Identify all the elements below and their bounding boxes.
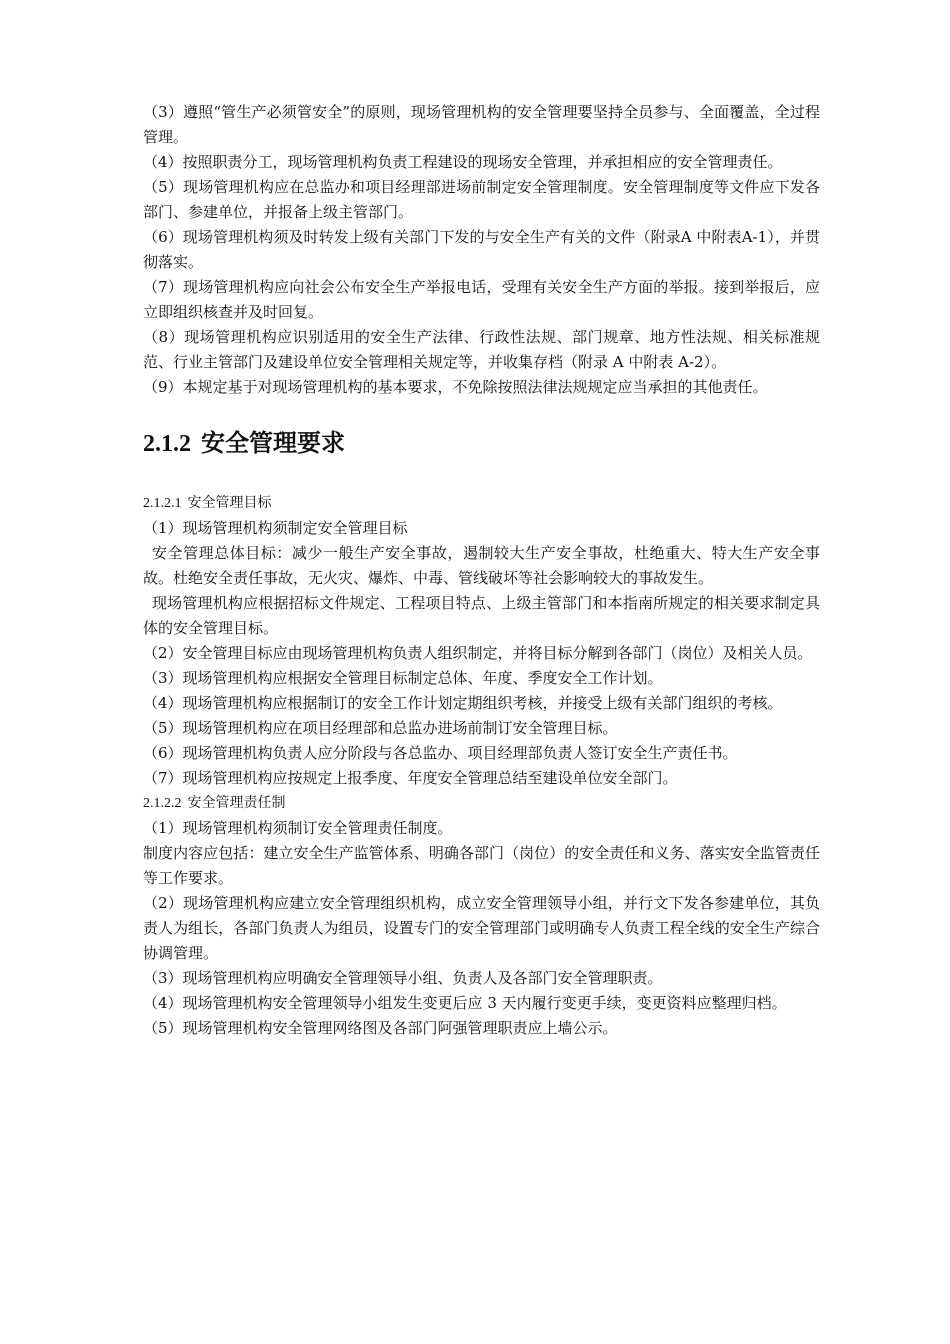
subsection-responsibility	[143, 791, 820, 1041]
list-item: 制度内容应包括：建立安全生产监管体系、明确各部门（岗位）的安全责任和义务、落实安全监管责任等工作要求。	[143, 844, 820, 887]
list-item: 安全管理总体目标：减少一般生产安全事故，遏制较大生产安全事故，杜绝重大、特大生产安全事故。杜绝安全责任事故，无火灾、爆炸、中毒、管线破坏等社会影响较大的事故发生。	[143, 544, 820, 587]
subsection-heading	[143, 791, 820, 816]
subsection-title: 安全管理目标	[187, 495, 272, 511]
list-item: （8）现场管理机构应识别适用的安全生产法律、行政性法规、部门规章、地方性法规、相关标准规范、行业主管部门及建设单位安全管理相关规定等，并收集存档（附录 A 中附表 A-2）。	[143, 328, 820, 371]
list-item: （2）安全管理目标应由现场管理机构负责人组织制定，并将目标分解到各部门（岗位）及相关人员。	[143, 644, 813, 662]
subsection-safety-goals	[143, 491, 820, 791]
list-item: （4）现场管理机构安全管理领导小组发生变更后应 3 天内履行变更手续，变更资料应整理归档。	[143, 994, 787, 1012]
list-item: （5）现场管理机构应在总监办和项目经理部进场前制定安全管理制度。安全管理制度等文件应下发各部门、参建单位，并报备上级主管部门。	[143, 178, 820, 221]
subsection-number: 2.1.2.2	[143, 796, 182, 811]
list-item: （6）现场管理机构负责人应分阶段与各总监办、项目经理部负责人签订安全生产责任书。	[143, 744, 738, 762]
section-title: 安全管理要求	[201, 428, 345, 457]
subsection-heading	[143, 491, 820, 516]
list-item: （4）按照职责分工，现场管理机构负责工程建设的现场安全管理，并承担相应的安全管理责任。	[143, 153, 783, 171]
list-item: （5）现场管理机构安全管理网络图及各部门阿强管理职责应上墙公示。	[143, 1019, 618, 1037]
top-items	[143, 100, 820, 400]
section-number: 2.1.2	[143, 431, 191, 457]
list-item: （9）本规定基于对现场管理机构的基本要求，不免除按照法律法规规定应当承担的其他责任。	[143, 378, 768, 396]
list-item: （2）现场管理机构应建立安全管理组织机构，成立安全管理领导小组，并行文下发各参建单位，其负责人为组长，各部门负责人为组员，设置专门的安全管理部门或明确专人负责工程全线的安全生产综合协调管理。	[143, 894, 820, 962]
list-item: （7）现场管理机构应向社会公布安全生产举报电话，受理有关安全生产方面的举报。接到举报后，应立即组织核查并及时回复。	[143, 278, 820, 321]
section-heading	[143, 426, 820, 461]
subsection-title: 安全管理责任制	[187, 795, 286, 811]
list-item: （3）现场管理机构应根据安全管理目标制定总体、年度、季度安全工作计划。	[143, 669, 663, 687]
list-item: （4）现场管理机构应根据制订的安全工作计划定期组织考核，并接受上级有关部门组织的考核。	[143, 694, 783, 712]
subsection-number: 2.1.2.1	[143, 496, 182, 511]
list-item: 现场管理机构应根据招标文件规定、工程项目特点、上级主管部门和本指南所规定的相关要求制定具体的安全管理目标。	[143, 594, 820, 637]
list-item: （1）现场管理机构须制订安全管理责任制度。	[143, 819, 453, 837]
list-item: （6）现场管理机构须及时转发上级有关部门下发的与安全生产有关的文件（附录A 中附表A-1），并贯彻落实。	[143, 228, 820, 271]
list-item: （5）现场管理机构应在项目经理部和总监办进场前制订安全管理目标。	[143, 719, 618, 737]
list-item: （3）遵照“管生产必须管安全”的原则，现场管理机构的安全管理要坚持全员参与、全面覆盖，全过程管理。	[143, 103, 820, 146]
list-item: （1）现场管理机构须制定安全管理目标	[143, 519, 408, 537]
list-item: （3）现场管理机构应明确安全管理领导小组、负责人及各部门安全管理职责。	[143, 969, 663, 987]
list-item: （7）现场管理机构应按规定上报季度、年度安全管理总结至建设单位安全部门。	[143, 769, 678, 787]
